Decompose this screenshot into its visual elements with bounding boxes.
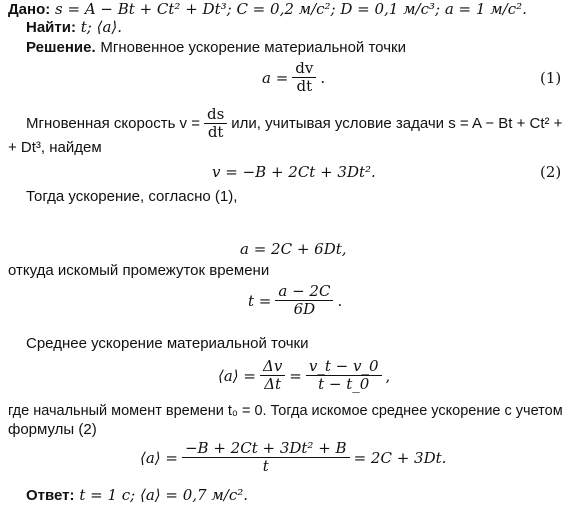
eq5-fraction-1 [260, 358, 285, 393]
velocity-numerator: ds [204, 106, 227, 124]
find-text: t; ⟨a⟩. [80, 18, 123, 36]
velocity-text-a: Мгновенная скорость v = [26, 115, 200, 132]
equation-2: v = −B + 2Ct + 3Dt². [212, 163, 376, 181]
equation-1 [262, 60, 325, 95]
whence-text: откуда искомый промежуток времени [8, 262, 270, 279]
solution-intro-text: Мгновенное ускорение материальной точки [100, 39, 406, 56]
eq5-fraction-2-numerator: v_t − v_0 [306, 358, 382, 376]
eq6-fraction [182, 440, 350, 475]
eq4-lhs: t = [248, 291, 272, 310]
eq5-lhs: ⟨a⟩ = [218, 366, 256, 385]
velocity-line [26, 106, 562, 141]
eq1-lhs: a = [262, 68, 289, 87]
velocity-line-continuation [8, 138, 102, 157]
eq5-fraction-2 [306, 358, 382, 393]
eq5-fraction-1-denominator: Δt [264, 375, 282, 393]
eq4-fraction [275, 283, 333, 318]
eq6-rhs: = 2C + 3Dt. [353, 448, 447, 467]
equation-3: a = 2C + 6Dt, [240, 240, 347, 258]
velocity-fraction [204, 106, 227, 141]
find-label: Найти: [26, 19, 76, 36]
answer-label: Ответ: [26, 487, 75, 504]
find-line [26, 18, 122, 37]
formula-reference-text: формулы (2) [8, 421, 97, 438]
eq6-denominator: t [262, 457, 269, 475]
equation-6 [140, 440, 446, 475]
answer-text: t = 1 с; ⟨a⟩ = 0,7 м/с². [79, 486, 249, 504]
equation-1-number: (1) [540, 69, 562, 87]
eq1-tail: . [320, 68, 326, 87]
eq6-lhs: ⟨a⟩ = [140, 448, 178, 467]
eq4-denominator: 6D [293, 300, 316, 318]
eq5-fraction-2-denominator: t − t_0 [318, 375, 370, 393]
equation-4 [248, 283, 342, 318]
initial-moment-text: где начальный момент времени t₀ = 0. Тогда искомое среднее ускорение с учетом [8, 403, 563, 419]
eq6-numerator: −B + 2Ct + 3Dt² + B [182, 440, 350, 458]
solution-label: Решение. [26, 39, 96, 56]
given-text: s = A − Bt + Ct² + Dt³; C = 0,2 м/с²; D = 0,1 м/с³; a = 1 м/с². [55, 0, 527, 18]
eq5-tail: , [385, 366, 391, 385]
given-label: Дано: [8, 1, 51, 18]
eq5-fraction-1-numerator: Δv [260, 358, 285, 376]
eq1-denominator: dt [296, 77, 313, 95]
then-text: Тогда ускорение, согласно (1), [26, 188, 238, 205]
velocity-text-b: или, учитывая условие задачи s = A − Bt + Ct² + [231, 115, 563, 132]
solution-intro-line [26, 38, 406, 57]
velocity-text-c: + Dt³, найдем [8, 139, 102, 156]
equation-5 [218, 358, 390, 393]
equation-2-number: (2) [540, 163, 562, 181]
eq4-tail: . [337, 291, 343, 310]
eq1-numerator: dv [292, 60, 316, 78]
velocity-denominator: dt [207, 123, 224, 141]
given-line [8, 0, 527, 19]
eq1-fraction [292, 60, 316, 95]
eq5-mid: = [289, 366, 302, 385]
average-text: Среднее ускорение материальной точки [26, 335, 309, 352]
answer-line [26, 486, 248, 505]
eq4-numerator: a − 2C [275, 283, 333, 301]
